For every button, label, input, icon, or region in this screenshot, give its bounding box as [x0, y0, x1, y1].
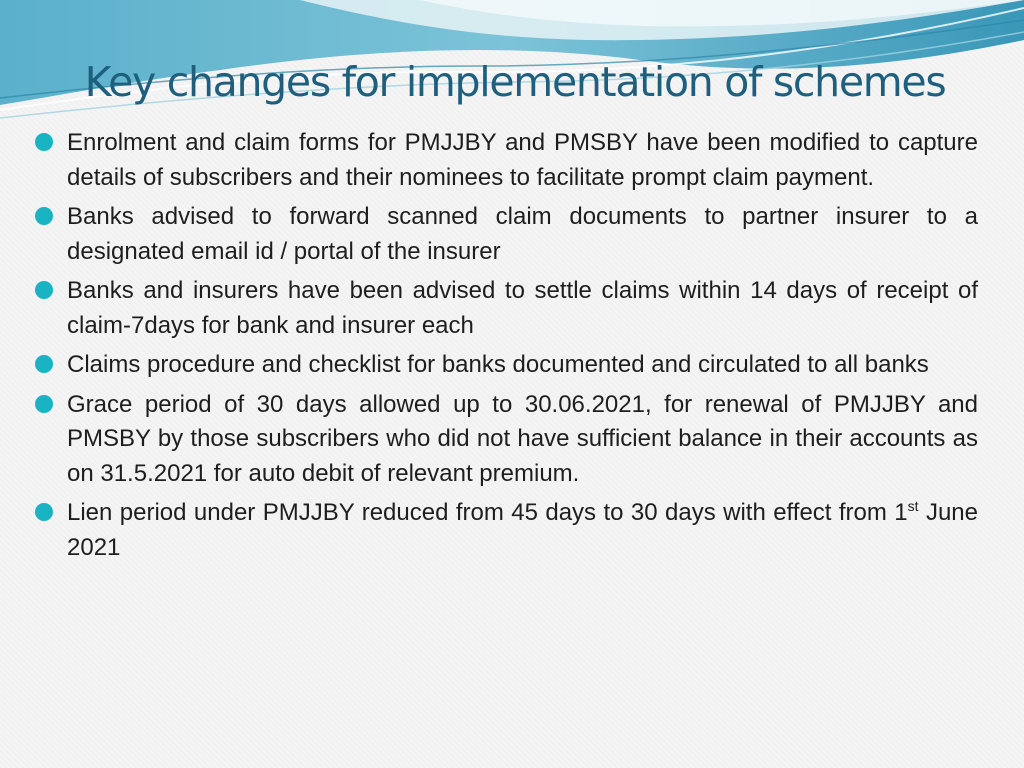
bullet-text: Claims procedure and checklist for banks documented and circulated to all banks [67, 351, 929, 378]
bullet-text: Enrolment and claim forms for PMJJBY and PMSBY have been modified to capture details of subscribers and their nominees to facilitate prompt claim payment. [67, 129, 978, 191]
list-item [35, 200, 978, 269]
bullet-dot-icon [35, 355, 53, 373]
bullet-dot-icon [35, 395, 53, 413]
list-item [35, 348, 978, 383]
bullet-text-tail: June 2021 [67, 499, 978, 561]
bullet-text: Grace period of 30 days allowed up to 30.06.2021, for renewal of PMJJBY and PMSBY by those subscribers who did not have sufficient balance in their accounts as on 31.5.2021 for auto debit of relevant premium. [67, 390, 978, 487]
list-item [35, 126, 978, 195]
bullet-text [67, 499, 978, 561]
bullet-dot-icon [35, 133, 53, 151]
ordinal-suffix: st [907, 498, 919, 514]
bullet-text: Banks and insurers have been advised to settle claims within 14 days of receipt of claim-7days for bank and insurer each [67, 277, 978, 339]
bullet-dot-icon [35, 503, 53, 521]
slide-title: Key changes for implementation of schemes [84, 58, 946, 106]
bullet-text: Banks advised to forward scanned claim documents to partner insurer to a designated email id / portal of the insurer [67, 203, 978, 265]
bullet-dot-icon [35, 207, 53, 225]
list-item [35, 274, 978, 343]
bullet-text-main: Lien period under PMJJBY reduced from 45 days to 30 days with effect from 1 [67, 499, 908, 526]
list-item [35, 388, 978, 492]
bullet-dot-icon [35, 281, 53, 299]
bullet-list [35, 126, 978, 570]
list-item [35, 496, 978, 565]
